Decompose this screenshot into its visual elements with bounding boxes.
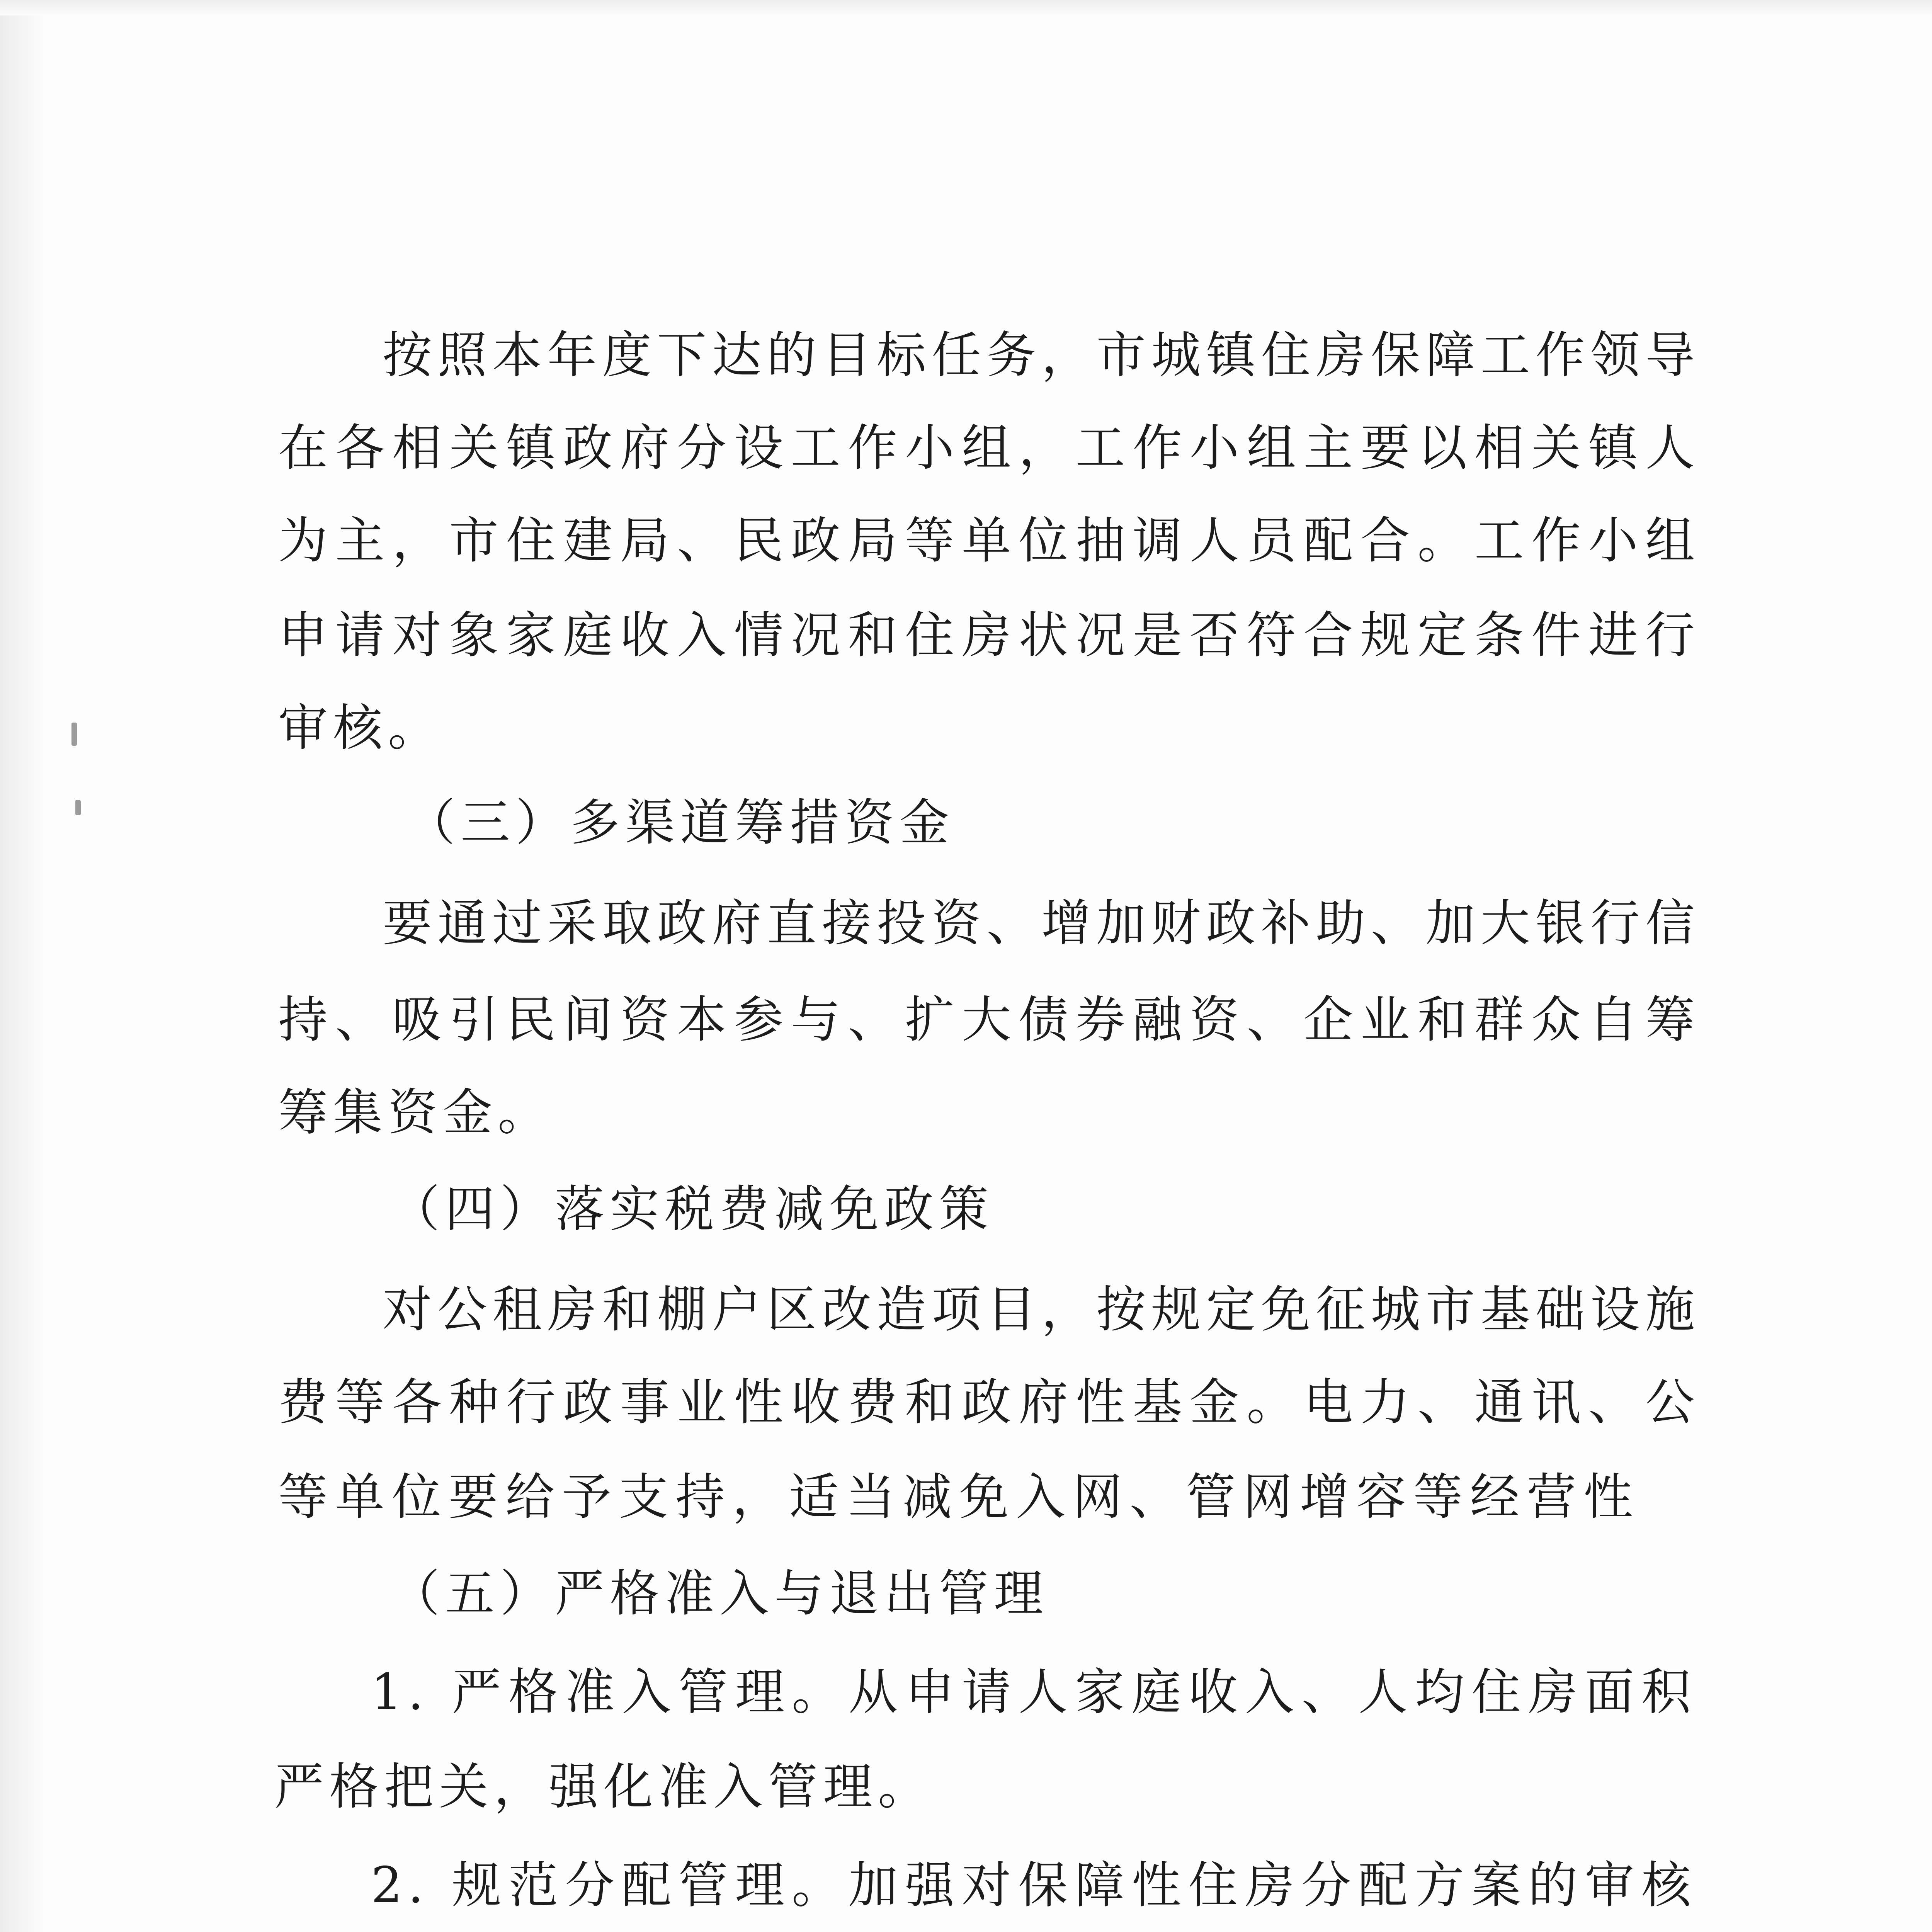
paragraph-line: 筹集资金。 [278,1084,553,1141]
paragraph-line: 申请对象家庭收入情况和住房状况是否符合规定条件进行 [278,607,1700,664]
paragraph-line: 按照本年度下达的目标任务，市城镇住房保障工作领导 [383,327,1700,384]
binding-hole-mark [71,723,77,746]
paragraph-line: 持、吸引民间资本参与、扩大债券融资、企业和群众自筹 [278,991,1700,1049]
paragraph-line: 为主，市住建局、民政局等单位抽调人员配合。工作小组 [278,512,1700,570]
paragraph-line: 1. 严格准入管理。从申请人家庭收入、人均住房面积 [371,1663,1696,1721]
paragraph-line: 要通过采取政府直接投资、增加财政补助、加大银行信 [383,895,1700,952]
paper-left-edge-shadow [0,0,46,1932]
paper-top-edge-shadow [0,0,1932,15]
section-heading: （三）多渠道筹措资金 [406,794,955,852]
paragraph-line: 等单位要给予支持，适当减免入网、管网增容等经营性 [278,1468,1638,1526]
section-heading: （五）严格准入与退出管理 [390,1565,1049,1622]
paragraph-line: 严格把关，强化准入管理。 [274,1758,933,1816]
section-heading: （四）落实税费减免政策 [390,1180,994,1238]
paragraph-line: 对公租房和棚户区改造项目，按规定免征城市基础设施 [383,1281,1700,1338]
paragraph-line: 审核。 [278,699,443,757]
paragraph-line: 在各相关镇政府分设工作小组，工作小组主要以相关镇人 [278,419,1700,477]
paragraph-line: 2. 规范分配管理。加强对保障性住房分配方案的审核 [371,1857,1696,1914]
binding-hole-mark [75,800,81,815]
paragraph-line: 费等各种行政事业性收费和政府性基金。电力、通讯、公 [278,1374,1700,1431]
